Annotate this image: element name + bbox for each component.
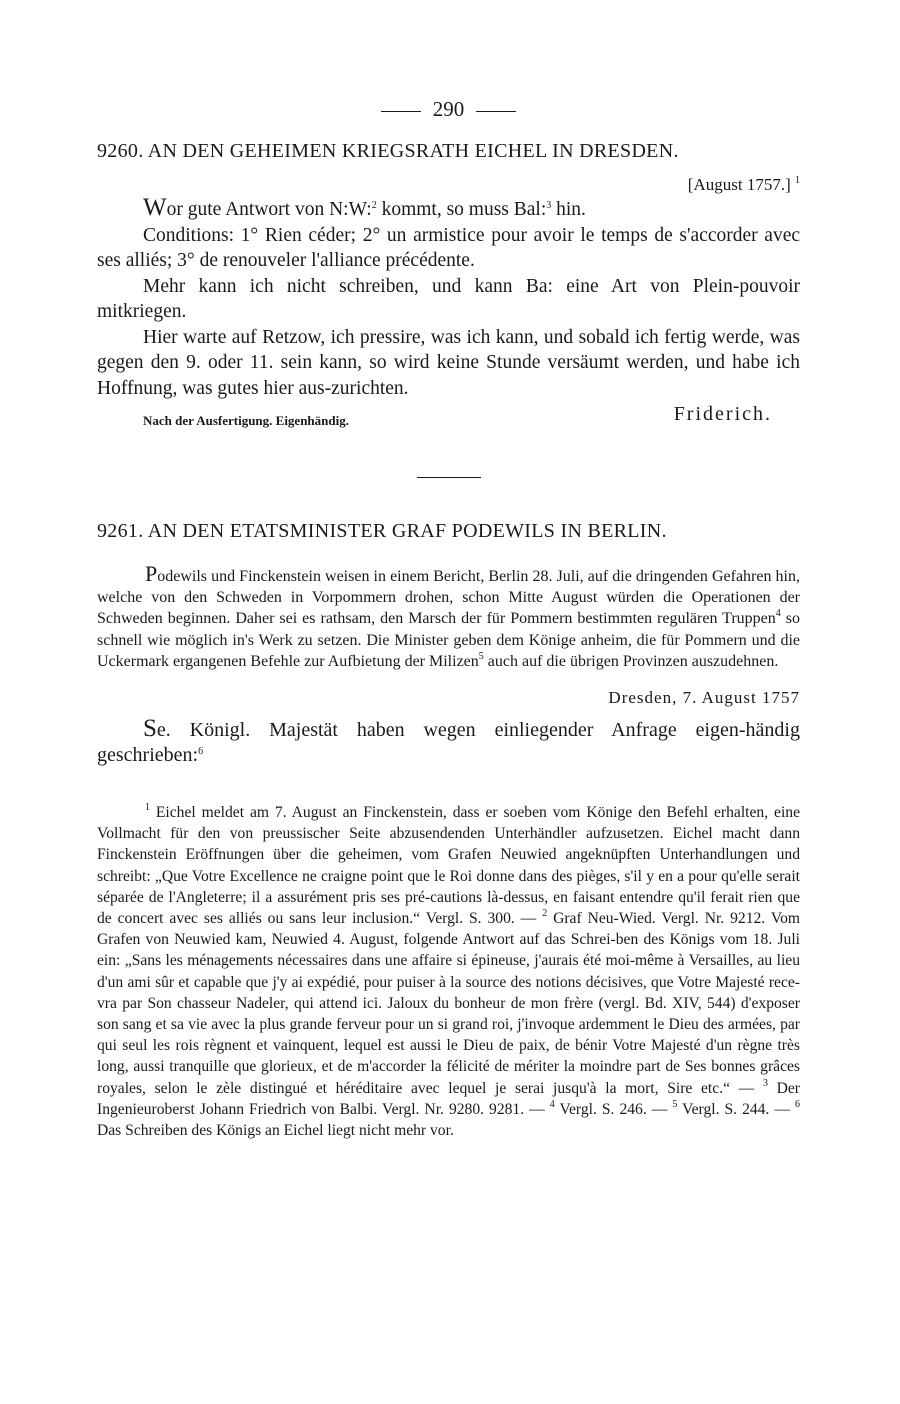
letter-9260-paragraph-3: Mehr kann ich nicht schreiben, und kann Ba: eine Art von Plein-pouvoir mitkriegen. xyxy=(97,275,800,322)
footnote-mark-1: 1 xyxy=(145,802,150,814)
footnote-2-text: Graf Neu-Wied. Vergl. Nr. 9212. Vom Grafen von Neuwied kam, Neuwied 4. August, folgende Antwort auf das Schrei-ben des Königs vom 18. Juli ein: „Sans les ménagements nécessaires dans une affaire si épineuse, j'aurais été moi-même à Versailles, au lieu d'un ami sûr et capable que j'y ai expédié, pour puiser à la source des notions décisives, que Votre Majesté rece-vra par Son chasseur Nadeler, qui attend ici. Jaloux du bonheur de mon frère (vergl. Bd. XIV, 544) d'exposer son sang et sa vie avec la plus grande ferveur pour un si grand roi, j'invoque ardemment le Dieu des armées, par qui seul les rois règnent et vainquent, lequel est aussi le Dieu de paix, de bénir Votre Majesté d'un règne très long, aussi tranquille que glorieux, et de m'accorder la félicité de mériter la moindre part de Ses bonnes grâces royales, selon le zèle distingué et héréditaire avec lequel je serai jusqu'à la mort, Sire etc.“ — xyxy=(97,910,800,1097)
footnote-ref-1: 1 xyxy=(795,175,800,186)
footnote-block xyxy=(97,802,800,1141)
footnote-4-text: Vergl. S. 246. — xyxy=(554,1100,673,1118)
page-number-dash-left xyxy=(381,111,421,112)
footnote-mark-4: 4 xyxy=(549,1098,555,1110)
initial-letter: S xyxy=(143,715,157,743)
letter-9261-heading: 9261. AN DEN ETATSMINISTER GRAF PODEWILS IN BERLIN. xyxy=(97,520,667,542)
footnotes xyxy=(97,802,800,1141)
page-number xyxy=(97,92,800,126)
letter-9260-body xyxy=(97,195,800,401)
letter-9260-paragraph-4: Hier warte auf Retzow, ich pressire, was ich kann, und sobald ich fertig werde, was gegen den 9. oder 11. sein kann, so wird keine Stunde versäumt werden, und habe ich Hoffnung, was gutes hier aus-zurichten. xyxy=(97,326,800,399)
letter-9261-summary: Podewils und Finckenstein weisen in einem Bericht, Berlin 28. Juli, auf die dringenden Gefahren hin, welche von den Schweden in Vorpommern drohen, schon Mitte August würden die Operationen der Schweden beginnen. Daher sei es rathsam, den Marsch der für Pommern bestimmten regulären Truppen$^4$ so schnell wie möglich in's Werk zu setzen. Die Minister geben dem Könige anheim, die für Pommern und die Uckermark ergangenen Befehle zur Aufbietung der Milizen$^5$ auch auf die übrigen Provinzen auszudehnen. xyxy=(97,561,801,670)
section-divider xyxy=(417,477,481,478)
document-page xyxy=(97,92,800,1141)
signature: Friderich. xyxy=(673,403,772,425)
letter-9261-body: Se. Königl. Majestät haben wegen einliegender Anfrage eigen-händig geschrieben:$^6$ xyxy=(97,715,800,767)
footnote-ref-5: 5 xyxy=(478,650,484,662)
footnote-3-text: Der Ingenieuroberst Johann Friedrich von Balbi. Vergl. Nr. 9280. 9281. — xyxy=(97,1079,800,1118)
letter-9261-place-date: Dresden, 7. August 1757 xyxy=(608,688,800,708)
letter-9260-paragraph-2: Conditions: 1° Rien céder; 2° un armistice pour avoir le temps de s'accorder avec ses alliés; 3° de renouveler l'alliance précédente. xyxy=(97,224,800,271)
letter-9260-paragraph-1: Wor gute Antwort von N:W:$^2$ kommt, so muss Bal:$^3$ hin. xyxy=(143,194,586,221)
footnote-ref-6: 6 xyxy=(198,746,204,758)
footnote-5-text: Vergl. S. 244. — xyxy=(677,1100,795,1118)
initial-letter: W xyxy=(143,194,167,221)
page-number-dash-right xyxy=(476,111,516,112)
footnote-6-text: Das Schreiben des Königs an Eichel liegt nicht mehr vor. xyxy=(97,1122,454,1140)
footnote-1-text: Eichel meldet am 7. August an Finckenstein, dass er soeben vom Könige den Befehl erhalten, eine Vollmacht für den von preussischer Seite abzusendenden Unterhändler aufzusetzen. Eichel macht dann Finckenstein Eröffnungen über die geheimen, vom Grafen Neuwied angeknüpften Unterhandlungen und schreibt: „Que Votre Excellence ne craigne point que le Roi donne dans des pièges, s'il y en a pour qu'elle serait séparée de l'Angleterre; il a assurément pris ses pré-cautions là-dessus, en faisant entendre qu'il ferait rien que de concert avec ses alliés ou sans leur inclusion.“ Vergl. S. 300. — xyxy=(97,804,800,928)
footnote-mark-2: 2 xyxy=(542,908,548,920)
footnote-ref-3: 3 xyxy=(546,200,552,211)
footnote-ref-4: 4 xyxy=(775,608,781,620)
source-note: Nach der Ausfertigung. Eigenhändig. xyxy=(143,413,349,428)
footnote-mark-6: 6 xyxy=(795,1098,800,1110)
footnote-ref-2: 2 xyxy=(371,200,377,211)
footnote-mark-3: 3 xyxy=(762,1077,768,1089)
page-number-text: 290 xyxy=(432,97,465,121)
letter-9260-heading: 9260. AN DEN GEHEIMEN KRIEGSRATH EICHEL IN DRESDEN. xyxy=(97,140,679,162)
letter-9260-closing xyxy=(97,403,800,431)
footnote-mark-5: 5 xyxy=(672,1098,678,1110)
letter-9260-date: [August 1757.] $^1$ xyxy=(687,175,800,194)
initial-letter: P xyxy=(145,561,158,586)
